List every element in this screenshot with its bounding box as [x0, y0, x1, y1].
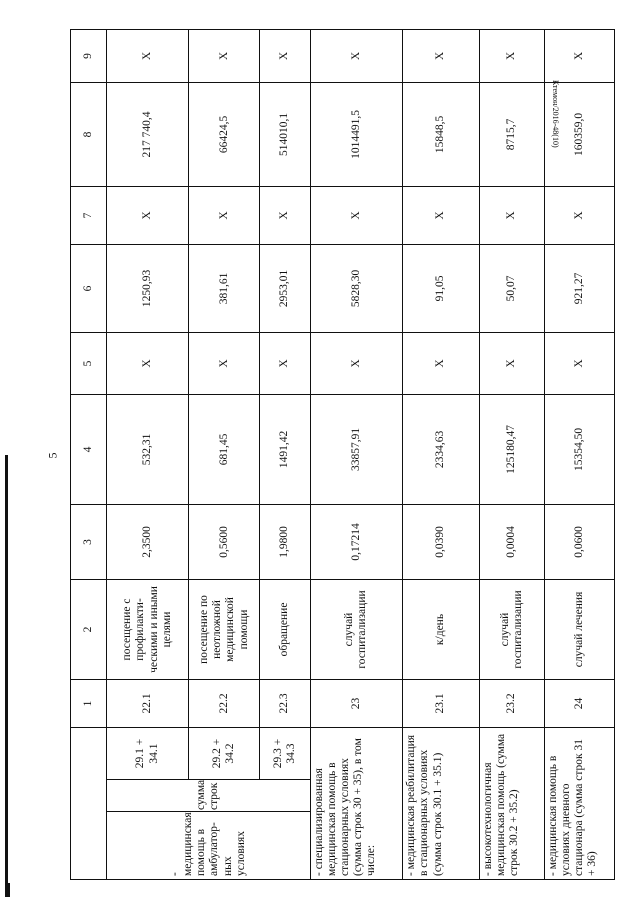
value-cell: X: [479, 186, 544, 244]
header-cell: 7: [71, 186, 107, 244]
row-code: 23.1: [403, 679, 480, 727]
value-cell: X: [310, 332, 403, 394]
value-cell: X: [403, 29, 480, 82]
table-row: [260, 29, 310, 879]
value-cell: 91,05: [403, 244, 480, 332]
value-cell: 160359,0: [544, 82, 614, 186]
header-cell: 8: [71, 82, 107, 186]
row-code: 22.2: [189, 679, 260, 727]
row-code: 23.2: [479, 679, 544, 727]
value-cell: X: [189, 29, 260, 82]
value-cell: 1,9800: [260, 504, 310, 579]
row-formula: 29.3 + 34.3: [260, 727, 310, 779]
value-cell: X: [107, 186, 189, 244]
value-cell: 381,61: [189, 244, 260, 332]
scan-edge-mark-bottom: [5, 883, 10, 897]
header-row: [71, 29, 107, 879]
table-row: [403, 29, 480, 879]
value-cell: 5828,30: [310, 244, 403, 332]
table-row: [479, 29, 544, 879]
header-cell: 9: [71, 29, 107, 82]
value-cell: 2334,63: [403, 394, 480, 504]
unit-cell: случай госпитализации: [479, 579, 544, 679]
value-cell: X: [479, 332, 544, 394]
unit-cell: случай лечения: [544, 579, 614, 679]
unit-cell: к/день: [403, 579, 480, 679]
value-cell: X: [544, 186, 614, 244]
sum-label: сумма строк: [107, 780, 310, 812]
value-cell: 15354,50: [544, 394, 614, 504]
value-cell: X: [189, 186, 260, 244]
value-cell: 1491,42: [260, 394, 310, 504]
value-cell: X: [310, 186, 403, 244]
data-table: [70, 29, 615, 880]
header-cell: 4: [71, 394, 107, 504]
row-code: 23: [310, 679, 403, 727]
value-cell: 921,27: [544, 244, 614, 332]
value-cell: X: [544, 332, 614, 394]
value-cell: X: [479, 29, 544, 82]
header-cell: 5: [71, 332, 107, 394]
row-formula: 29.2 + 34.2: [189, 727, 260, 779]
value-cell: 8715,7: [479, 82, 544, 186]
value-cell: 125180,47: [479, 394, 544, 504]
value-cell: 514010,1: [260, 82, 310, 186]
row-label-ambulatory: - медицинская помощь в амбулатор-ных условиях: [107, 812, 310, 880]
unit-cell: посещение с профилакти-ческими и иными целями: [107, 579, 189, 679]
footer-code: Ктемон/2016-48(10): [551, 80, 560, 148]
value-cell: X: [107, 332, 189, 394]
value-cell: X: [403, 332, 480, 394]
value-cell: X: [260, 332, 310, 394]
value-cell: 0,5600: [189, 504, 260, 579]
rotated-table-container: [70, 30, 615, 880]
header-cell: 1: [71, 679, 107, 727]
table-row: [107, 29, 189, 879]
scan-edge-mark: [5, 455, 8, 895]
value-cell: 0,0390: [403, 504, 480, 579]
value-cell: 0,0600: [544, 504, 614, 579]
value-cell: 0,0004: [479, 504, 544, 579]
unit-cell: обращение: [260, 579, 310, 679]
row-label: - специализированная медицинская помощь в стационарных условиях (сумма строк 30 + 35), в том числе:: [310, 727, 403, 879]
unit-cell: посещение по неотложной медицинской помощи: [189, 579, 260, 679]
value-cell: 50,07: [479, 244, 544, 332]
value-cell: 2953,01: [260, 244, 310, 332]
row-label: - высокотехнологичная медицинская помощь (сумма строк 30.2 + 35.2): [479, 727, 544, 879]
header-cell: 3: [71, 504, 107, 579]
value-cell: 0,17214: [310, 504, 403, 579]
table-row: [189, 29, 260, 879]
unit-cell: случай госпитализации: [310, 579, 403, 679]
row-code: 22.3: [260, 679, 310, 727]
row-code: 24: [544, 679, 614, 727]
value-cell: 681,45: [189, 394, 260, 504]
header-cell: 6: [71, 244, 107, 332]
value-cell: 33857,91: [310, 394, 403, 504]
table-row: [310, 29, 403, 879]
table-row: [544, 29, 614, 879]
value-cell: X: [544, 29, 614, 82]
header-corner: [71, 727, 107, 879]
value-cell: 1250,93: [107, 244, 189, 332]
value-cell: 66424,5: [189, 82, 260, 186]
row-code: 22.1: [107, 679, 189, 727]
header-cell: 2: [71, 579, 107, 679]
row-label: - медицинская помощь в условиях дневного стационара (сумма строк 31 + 36): [544, 727, 614, 879]
value-cell: 2,3500: [107, 504, 189, 579]
value-cell: 532,31: [107, 394, 189, 504]
value-cell: X: [260, 29, 310, 82]
value-cell: X: [310, 29, 403, 82]
value-cell: X: [189, 332, 260, 394]
value-cell: 15848,5: [403, 82, 480, 186]
row-label: - медицинская реабилитация в стационарных условиях (сумма строк 30.1 + 35.1): [403, 727, 480, 879]
row-formula: 29.1 + 34.1: [107, 727, 189, 779]
page-number: 5: [45, 452, 60, 459]
value-cell: X: [260, 186, 310, 244]
value-cell: 217 740,4: [107, 82, 189, 186]
value-cell: X: [107, 29, 189, 82]
value-cell: X: [403, 186, 480, 244]
value-cell: 1014491,5: [310, 82, 403, 186]
